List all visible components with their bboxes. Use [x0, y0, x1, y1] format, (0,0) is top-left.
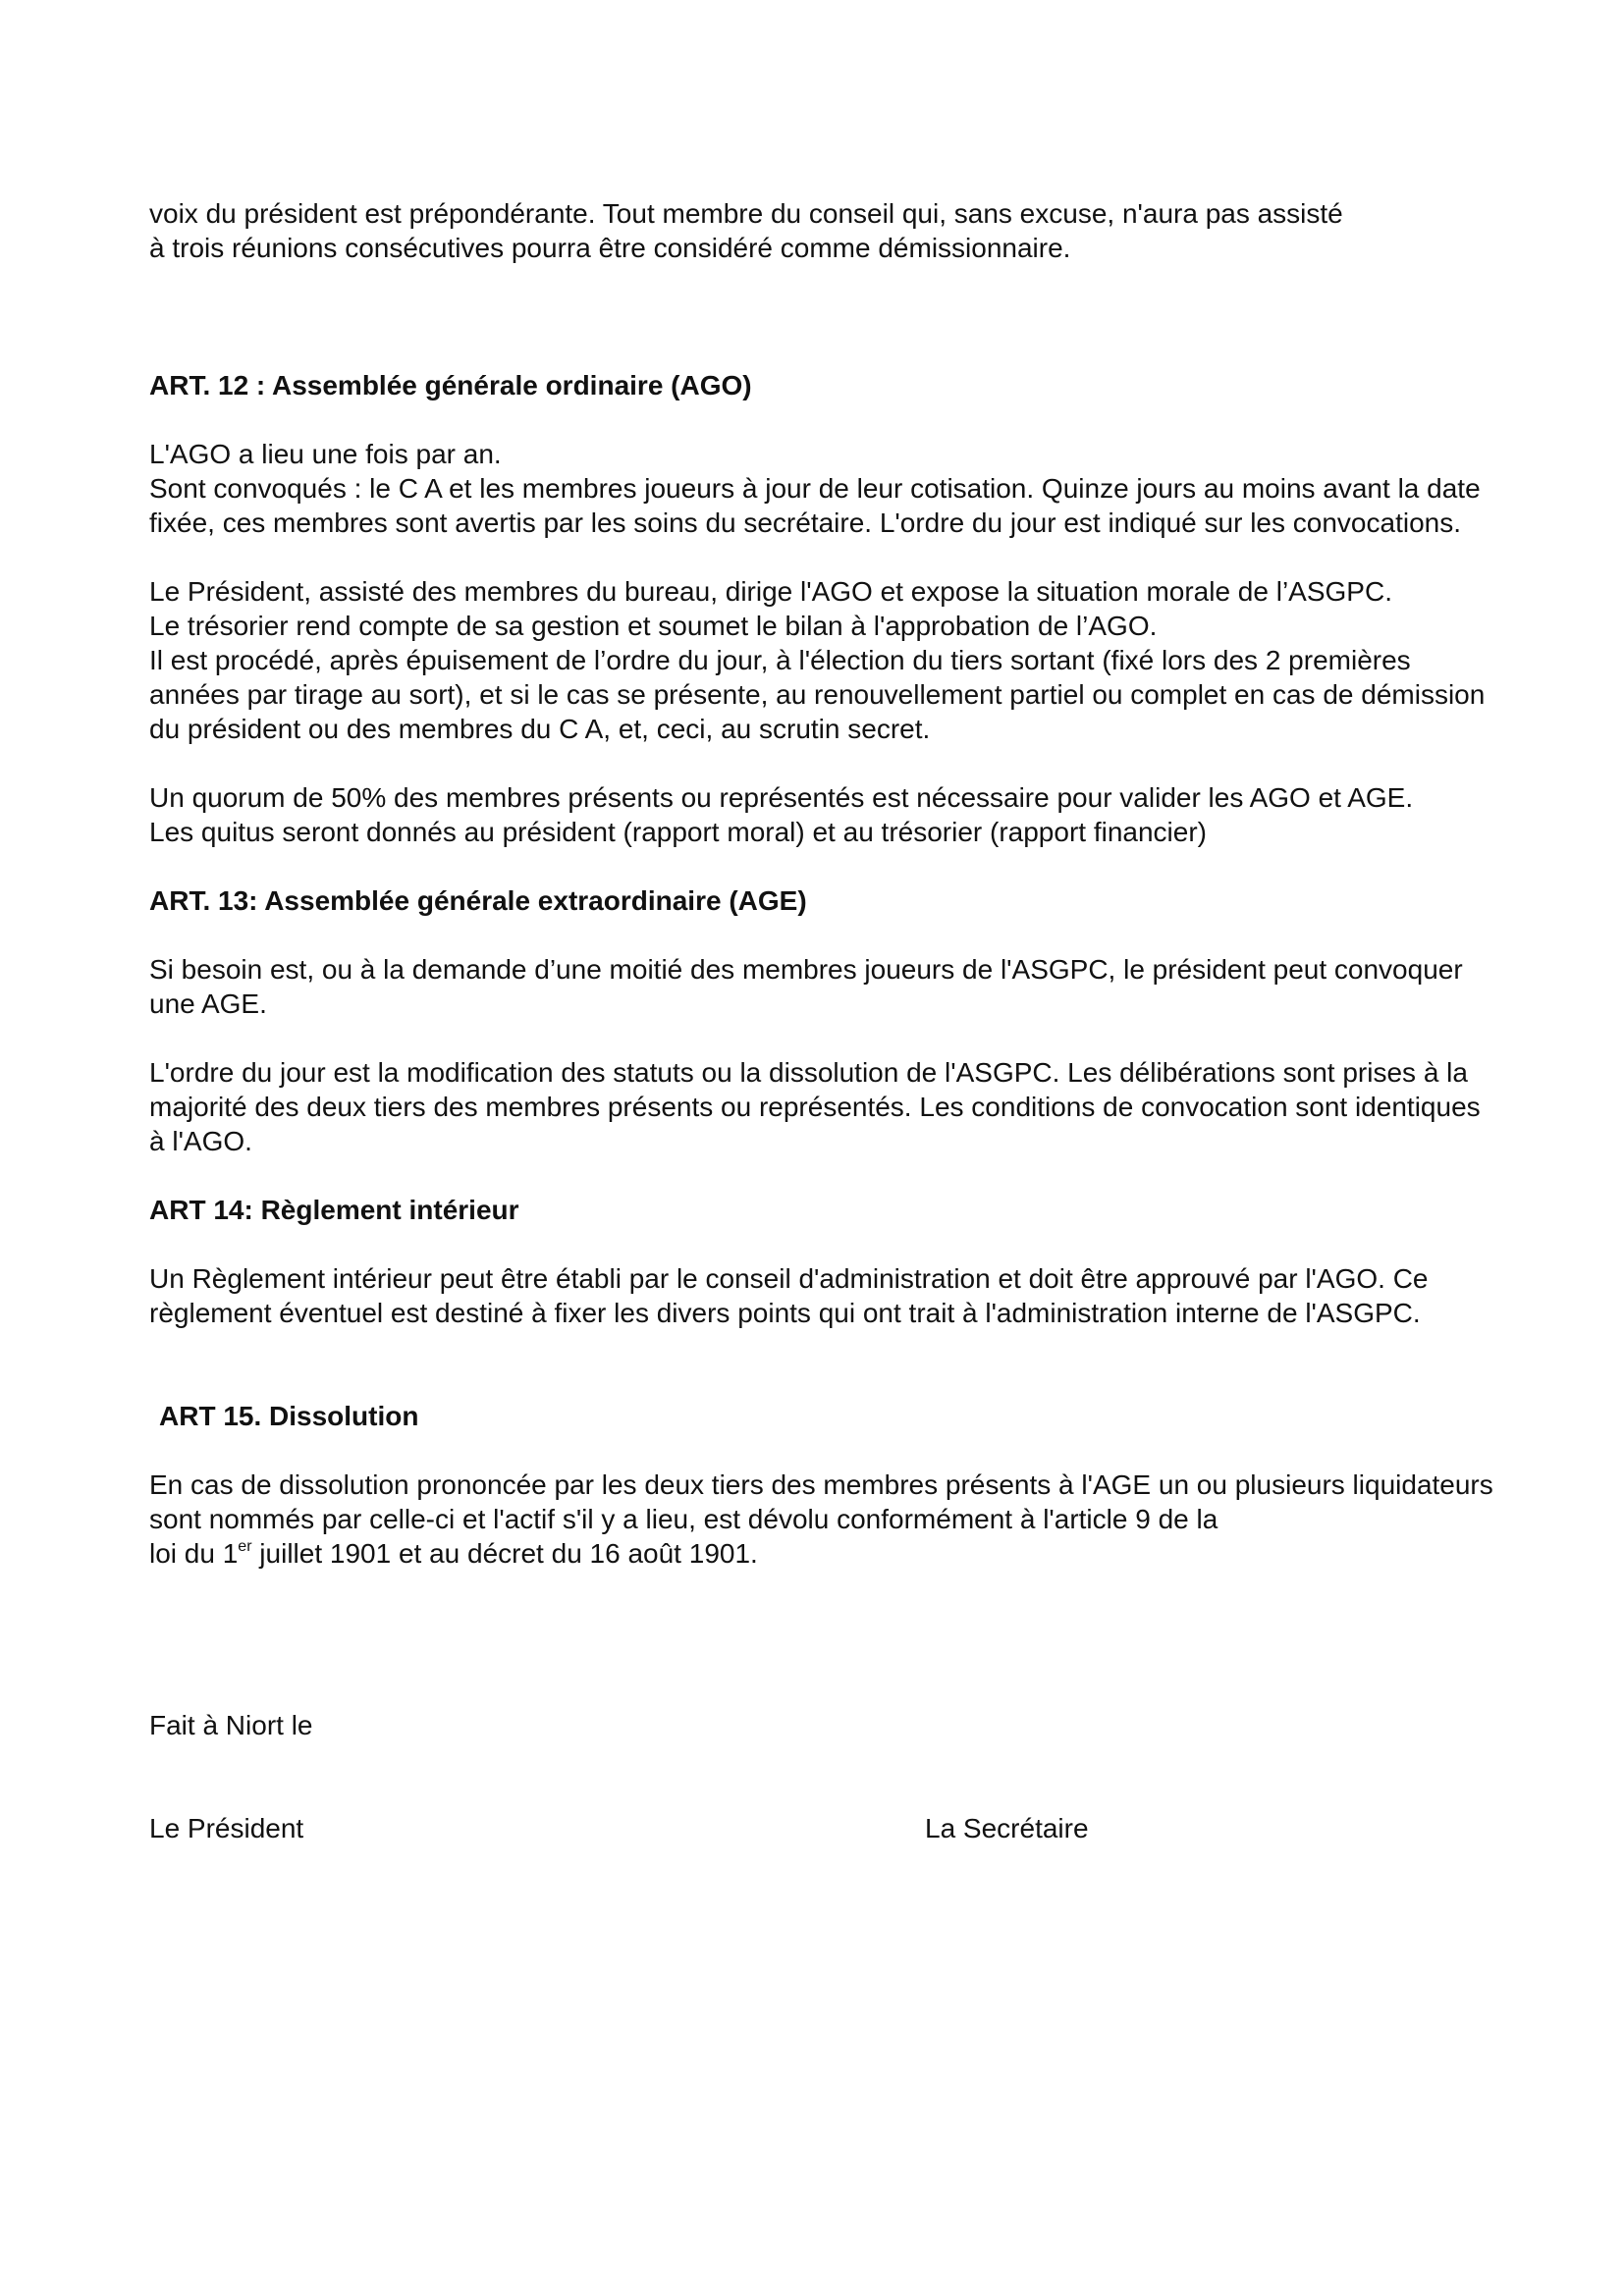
art15-law-suffix: juillet 1901 et au décret du 16 août 1901. — [251, 1538, 758, 1569]
art14-paragraph-1: Un Règlement intérieur peut être établi par le conseil d'administration et doit être approuvé par l'AGO. Ce règlement éventuel est destiné à fixer les divers points qui ont trait à l'administration interne de l'ASGPC. — [149, 1263, 1429, 1328]
art12-paragraph-3: Le Président, assisté des membres du bureau, dirige l'AGO et expose la situation morale de l’ASGPC. — [149, 576, 1392, 607]
art15-paragraph-1-main: En cas de dissolution prononcée par les deux tiers des membres présents à l'AGE un ou plusieurs liquidateurs sont nommés par celle-ci et l'actif s'il y a lieu, est dévolu conformément à l'article 9 de la — [149, 1469, 1493, 1534]
art12-heading: ART. 12 : Assemblée générale ordinaire (AGO) — [149, 370, 752, 400]
art12-paragraph-2: Sont convoqués : le C A et les membres joueurs à jour de leur cotisation. Quinze jours au moins avant la date fixée, ces membres sont avertis par les soins du secrétaire. L'ordre du jour est indiqué sur les convocations. — [149, 473, 1481, 538]
art12-paragraph-6: Un quorum de 50% des membres présents ou représentés est nécessaire pour valider les AGO et AGE. — [149, 782, 1414, 813]
art14-heading: ART 14: Règlement intérieur — [149, 1195, 519, 1225]
art12-paragraph-5: Il est procédé, après épuisement de l’ordre du jour, à l'élection du tiers sortant (fixé lors des 2 premières années par tirage au sort), et si le cas se présente, au renouvellement partiel ou complet en cas de démission du président ou des membres du C A, et, ceci, au scrutin secret. — [149, 645, 1486, 744]
art12-paragraph-4: Le trésorier rend compte de sa gestion et soumet le bilan à l'approbation de l’AGO. — [149, 611, 1158, 641]
art15-law-prefix: loi du 1 — [149, 1538, 239, 1569]
signature-block — [149, 1811, 1494, 1845]
art15-paragraph-1 — [149, 1468, 1494, 1571]
document-body — [149, 196, 1494, 1845]
art15-ordinal-superscript: er — [238, 1538, 252, 1555]
signer-secretary: La Secrétaire — [925, 1813, 1089, 1843]
art13-paragraph-1: Si besoin est, ou à la demande d’une moitié des membres joueurs de l'ASGPC, le président peut convoquer une AGE. — [149, 954, 1463, 1019]
signer-president: Le Président — [149, 1813, 304, 1843]
intro-line-2: à trois réunions consécutives pourra être considéré comme démissionnaire. — [149, 233, 1071, 263]
closing-place: Fait à Niort le — [149, 1710, 313, 1740]
art12-paragraph-1: L'AGO a lieu une fois par an. — [149, 439, 502, 469]
art13-heading: ART. 13: Assemblée générale extraordinaire (AGE) — [149, 885, 807, 916]
art13-paragraph-2: L'ordre du jour est la modification des statuts ou la dissolution de l'ASGPC. Les délibérations sont prises à la majorité des deux tiers des membres présents ou représentés. Les conditions de convocation sont identiques à l'AGO. — [149, 1057, 1481, 1156]
art12-paragraph-7: Les quitus seront donnés au président (rapport moral) et au trésorier (rapport financier) — [149, 817, 1207, 847]
intro-line-1: voix du président est prépondérante. Tout membre du conseil qui, sans excuse, n'aura pas assisté — [149, 198, 1343, 229]
art15-heading: ART 15. Dissolution — [159, 1401, 419, 1431]
